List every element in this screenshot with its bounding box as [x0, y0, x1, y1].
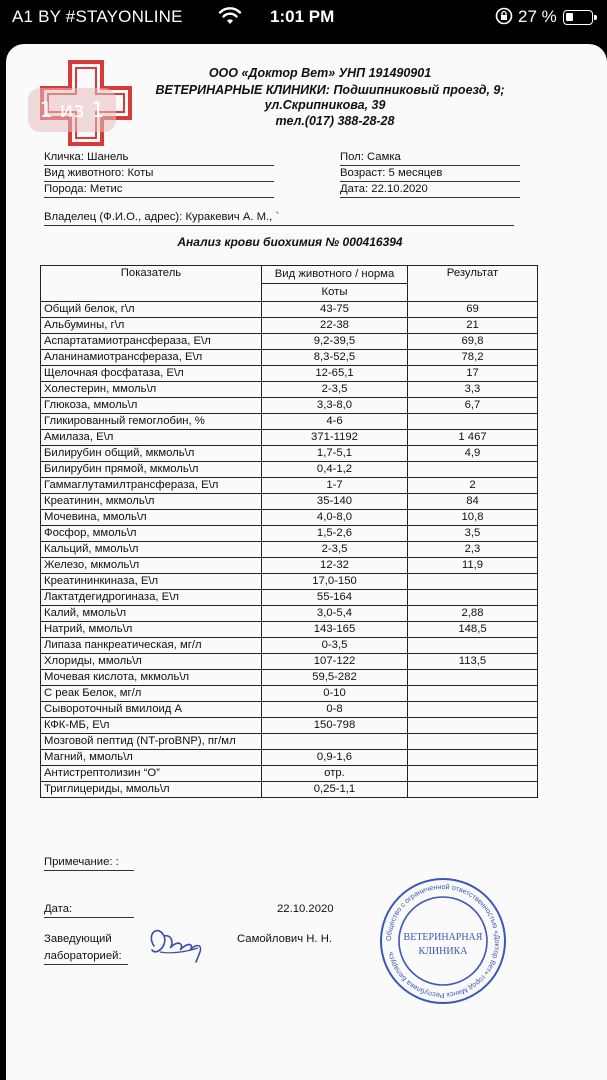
underline	[340, 197, 520, 198]
table-row	[41, 366, 538, 382]
row-norm: 0,4-1,2	[262, 462, 408, 478]
row-result: 78,2	[408, 350, 538, 366]
carrier-label: A1 BY #STAYONLINE	[12, 7, 183, 26]
table-row	[41, 574, 538, 590]
patient-sex: Пол: Самка	[340, 151, 401, 163]
battery-percent: 27 %	[518, 7, 557, 26]
patient-breed: Порода: Метис	[44, 183, 123, 195]
table-row	[41, 350, 538, 366]
header-line-4: тел.(017) 388-28-28	[275, 114, 395, 128]
row-name: Аспартатамиотрансфераза, Е\л	[41, 334, 262, 350]
row-name: Гликированный гемоглобин, %	[41, 414, 262, 430]
table-row	[41, 462, 538, 478]
row-name: Глюкоза, ммоль\л	[41, 398, 262, 414]
row-name: Натрий, ммоль\л	[41, 622, 262, 638]
table-row	[41, 670, 538, 686]
row-norm: 17,0-150	[262, 574, 408, 590]
row-result: 10,8	[408, 510, 538, 526]
row-result	[408, 670, 538, 686]
row-name: Лактатдегидрогиназа, Е\л	[41, 590, 262, 606]
row-norm: 143-165	[262, 622, 408, 638]
row-name: Аланинамиотрансфераза, Е\л	[41, 350, 262, 366]
status-bar	[0, 0, 607, 36]
row-norm: 3,0-5,4	[262, 606, 408, 622]
row-norm: 2-3,5	[262, 542, 408, 558]
row-result: 69	[408, 302, 538, 318]
row-result	[408, 766, 538, 782]
row-name: Гаммаглутамилтрансфераза, Е\л	[41, 478, 262, 494]
header-line-1: ООО «Доктор Вет» УНП 191490901	[208, 66, 432, 80]
row-result: 69,8	[408, 334, 538, 350]
row-result: 3,3	[408, 382, 538, 398]
analysis-title: Анализ крови биохимия № 000416394	[177, 235, 403, 249]
row-result	[408, 750, 538, 766]
header-indicator: Показатель	[41, 266, 262, 302]
row-name: Амилаза, Е\л	[41, 430, 262, 446]
table-row	[41, 606, 538, 622]
row-norm: 12-65,1	[262, 366, 408, 382]
row-name: Креатинин, мкмоль\л	[41, 494, 262, 510]
table-row	[41, 478, 538, 494]
row-result	[408, 718, 538, 734]
underline	[44, 964, 128, 965]
row-norm: отр.	[262, 766, 408, 782]
row-result: 21	[408, 318, 538, 334]
row-name: Креатининкиназа, Е\л	[41, 574, 262, 590]
row-result: 17	[408, 366, 538, 382]
underline	[44, 197, 274, 198]
row-name: Билирубин общий, мкмоль\л	[41, 446, 262, 462]
table-row	[41, 302, 538, 318]
row-norm: 1-7	[262, 478, 408, 494]
row-name: Магний, ммоль\л	[41, 750, 262, 766]
row-name: Антистрептолизин “О”	[41, 766, 262, 782]
row-norm: 3,3-8,0	[262, 398, 408, 414]
row-result: 11,9	[408, 558, 538, 574]
underline	[44, 165, 274, 166]
patient-species: Вид животного: Коты	[44, 167, 154, 179]
row-name: Мочевина, ммоль\л	[41, 510, 262, 526]
table-row	[41, 638, 538, 654]
underline	[340, 181, 520, 182]
table-row	[41, 558, 538, 574]
row-result: 148,5	[408, 622, 538, 638]
row-result: 4,9	[408, 446, 538, 462]
row-norm: 1,7-5,1	[262, 446, 408, 462]
header-norm-species: Коты	[262, 284, 408, 302]
patient-date: Дата: 22.10.2020	[340, 183, 428, 195]
row-norm: 2-3,5	[262, 382, 408, 398]
header-line-3: ул.Скрипникова, 39	[264, 98, 386, 112]
row-result: 3,5	[408, 526, 538, 542]
row-norm	[262, 734, 408, 750]
row-result	[408, 414, 538, 430]
row-name: Сывороточный вмилоид А	[41, 702, 262, 718]
row-norm: 35-140	[262, 494, 408, 510]
underline	[44, 181, 274, 182]
footer-date-value: 22.10.2020	[277, 903, 334, 915]
row-norm: 0-8	[262, 702, 408, 718]
patient-name: Кличка: Шанель	[44, 151, 129, 163]
row-name: Триглицериды, ммоль\л	[41, 782, 262, 798]
row-result	[408, 702, 538, 718]
row-name: Железо, мкмоль\л	[41, 558, 262, 574]
table-row	[41, 686, 538, 702]
row-name: С реак Белок, мг/л	[41, 686, 262, 702]
table-row	[41, 430, 538, 446]
head-name: Самойлович Н. Н.	[237, 933, 332, 945]
table-row	[41, 542, 538, 558]
stamp-center-text-1: ВЕТЕРИНАРНАЯ	[403, 932, 483, 943]
row-result	[408, 686, 538, 702]
row-result	[408, 638, 538, 654]
row-norm: 22-38	[262, 318, 408, 334]
row-result: 2,3	[408, 542, 538, 558]
underline	[44, 917, 134, 918]
table-row	[41, 414, 538, 430]
row-norm: 1,5-2,6	[262, 526, 408, 542]
table-row	[41, 526, 538, 542]
header-norm: Вид животного / норма	[262, 266, 408, 284]
table-row	[41, 446, 538, 462]
row-result: 113,5	[408, 654, 538, 670]
table-row	[41, 766, 538, 782]
table-row	[41, 382, 538, 398]
header-line-2: ВЕТЕРИНАРНЫЕ КЛИНИКИ: Подшипниковый проезд, 9;	[155, 83, 505, 97]
table-row	[41, 334, 538, 350]
table-row	[41, 718, 538, 734]
table-row	[41, 702, 538, 718]
row-norm: 150-798	[262, 718, 408, 734]
table-row	[41, 782, 538, 798]
row-norm: 0,9-1,6	[262, 750, 408, 766]
table-row	[41, 398, 538, 414]
row-name: Липаза панкреатическая, мг/л	[41, 638, 262, 654]
row-name: Мочевая кислота, мкмоль\л	[41, 670, 262, 686]
row-name: Альбумины, г\л	[41, 318, 262, 334]
row-name: Билирубин прямой, мкмоль\л	[41, 462, 262, 478]
row-result	[408, 782, 538, 798]
owner-field: Владелец (Ф.И.О., адрес): Куракевич А. М., `	[44, 211, 280, 223]
row-norm: 107-122	[262, 654, 408, 670]
row-norm: 43-75	[262, 302, 408, 318]
row-name: Щелочная фосфатаза, Е\л	[41, 366, 262, 382]
row-result	[408, 462, 538, 478]
stamp-center-text-2: КЛИНИКА	[418, 946, 468, 957]
row-norm: 55-164	[262, 590, 408, 606]
row-name: КФК-МБ, Е\л	[41, 718, 262, 734]
row-result: 2	[408, 478, 538, 494]
results-table	[40, 265, 538, 798]
table-row	[41, 654, 538, 670]
underline	[340, 165, 520, 166]
row-name: Фосфор, ммоль\л	[41, 526, 262, 542]
page-indicator: 1 из 1	[28, 88, 116, 132]
row-norm: 9,2-39,5	[262, 334, 408, 350]
row-name: Хлориды, ммоль\л	[41, 654, 262, 670]
table-row	[41, 510, 538, 526]
row-norm: 12-32	[262, 558, 408, 574]
table-row	[41, 590, 538, 606]
note-label: Примечание: :	[44, 856, 119, 868]
row-norm: 59,5-282	[262, 670, 408, 686]
head-label-2: лабораторией:	[44, 950, 122, 962]
row-norm: 0,25-1,1	[262, 782, 408, 798]
row-result: 6,7	[408, 398, 538, 414]
table-row	[41, 622, 538, 638]
row-norm: 0-10	[262, 686, 408, 702]
row-norm: 0-3,5	[262, 638, 408, 654]
row-result	[408, 590, 538, 606]
row-result	[408, 574, 538, 590]
footer-date-label: Дата:	[44, 903, 73, 915]
row-name: Общий белок, г\л	[41, 302, 262, 318]
row-norm: 8,3-52,5	[262, 350, 408, 366]
row-result: 2,88	[408, 606, 538, 622]
rotation-lock-icon	[494, 6, 514, 31]
row-norm: 4-6	[262, 414, 408, 430]
row-result: 84	[408, 494, 538, 510]
row-norm: 371-1192	[262, 430, 408, 446]
patient-age: Возраст: 5 месяцев	[340, 167, 443, 179]
row-result: 1 467	[408, 430, 538, 446]
table-row	[41, 318, 538, 334]
underline	[44, 225, 514, 226]
stamp-ring-text: Общество с ограниченной ответственностью «Доктор Вет» город Минск Республика Беларусь	[383, 881, 503, 1001]
row-name: Холестерин, ммоль\л	[41, 382, 262, 398]
row-name: Мозговой пептид (NT-proBNP), пг/мл	[41, 734, 262, 750]
row-norm: 4,0-8,0	[262, 510, 408, 526]
signature	[140, 916, 212, 964]
table-row	[41, 494, 538, 510]
clock: 1:01 PM	[270, 7, 335, 26]
table-row	[41, 750, 538, 766]
battery-icon	[563, 10, 593, 25]
clinic-stamp	[378, 876, 508, 1006]
head-label-1: Заведующий	[44, 933, 112, 945]
row-name: Калий, ммоль\л	[41, 606, 262, 622]
underline	[44, 870, 134, 871]
wifi-icon	[218, 6, 242, 31]
header-result: Результат	[408, 266, 538, 302]
row-result	[408, 734, 538, 750]
table-header-row	[41, 266, 538, 284]
table-row	[41, 734, 538, 750]
row-name: Кальций, ммоль\л	[41, 542, 262, 558]
